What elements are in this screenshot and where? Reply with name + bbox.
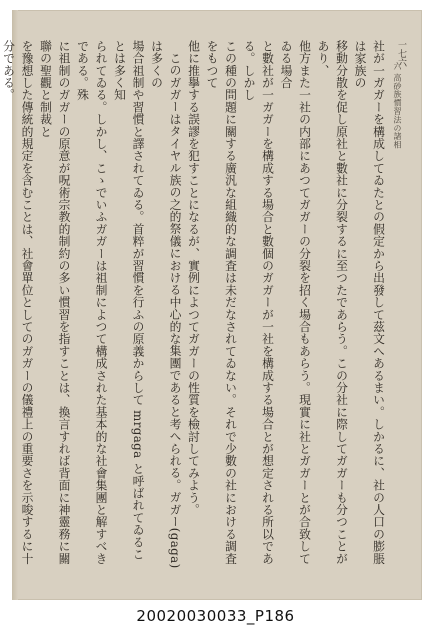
running-head: 六 高砂族慣習法の諸相 xyxy=(393,62,402,149)
text-line: この種の問題に關する廣汎な組織的な調査は未だなされてゐない。それで少數の社における調査をもつて xyxy=(205,40,238,565)
text-line: 社が一ガガーを構成してゐたとの假定から出發して茲文へあるまい。しかるに、社の人口の膨脹は家族の xyxy=(353,40,386,565)
text-line: 場合祖制や習慣と譯されてゐる。首粹が習慣を行ふの原義からして mrgaga と呼ばれてゐることは多く知 xyxy=(112,40,145,561)
image-caption: 20020030033_P186 xyxy=(136,607,295,625)
text-line: に祖制のガガーの原意が呪術宗教的制約の多い慣習を指すことは、換言すれば背面に神靈務に關聯の聖觀と制裁と xyxy=(38,40,71,565)
text-line: 他方また一社の内部にあつてガガーの分裂を招く場合もあらう。現實に社とガガーとが合致してゐる場合 xyxy=(279,40,312,565)
text-line: 移動分散を促し原社と數社に分裂するに至つたであらう。この分社に際してガガーも分つことがあり、 xyxy=(316,40,349,565)
text-line: を豫想した傳統的規定を含むことは、社會單位としてのガガーの儀禮上の重要さを示唆するに十分である。 xyxy=(1,40,34,565)
text-line: られてゐる。しかし、こゝでいふガガーは祖制によつて構成された基本的な社會集團と解すべきである。殊 xyxy=(75,40,108,565)
text-line: 他に推擧する誤謬を犯すことになるが、實例によつてガガーの性質を檢討してみよう。 xyxy=(186,40,201,516)
text-line: このガガーはタイヤル族の之的祭儀における中心的な集團であると考へられる。ガガー(gaga)は多くの xyxy=(149,40,182,569)
body-text xyxy=(1,40,406,570)
text-line: と數社が一ガガーを構成する場合と數個のガガーが一社を構成する場合とが想定される所以である。しかし xyxy=(242,40,275,565)
page-number: 一七六 xyxy=(396,40,406,67)
book-page xyxy=(1,10,422,600)
